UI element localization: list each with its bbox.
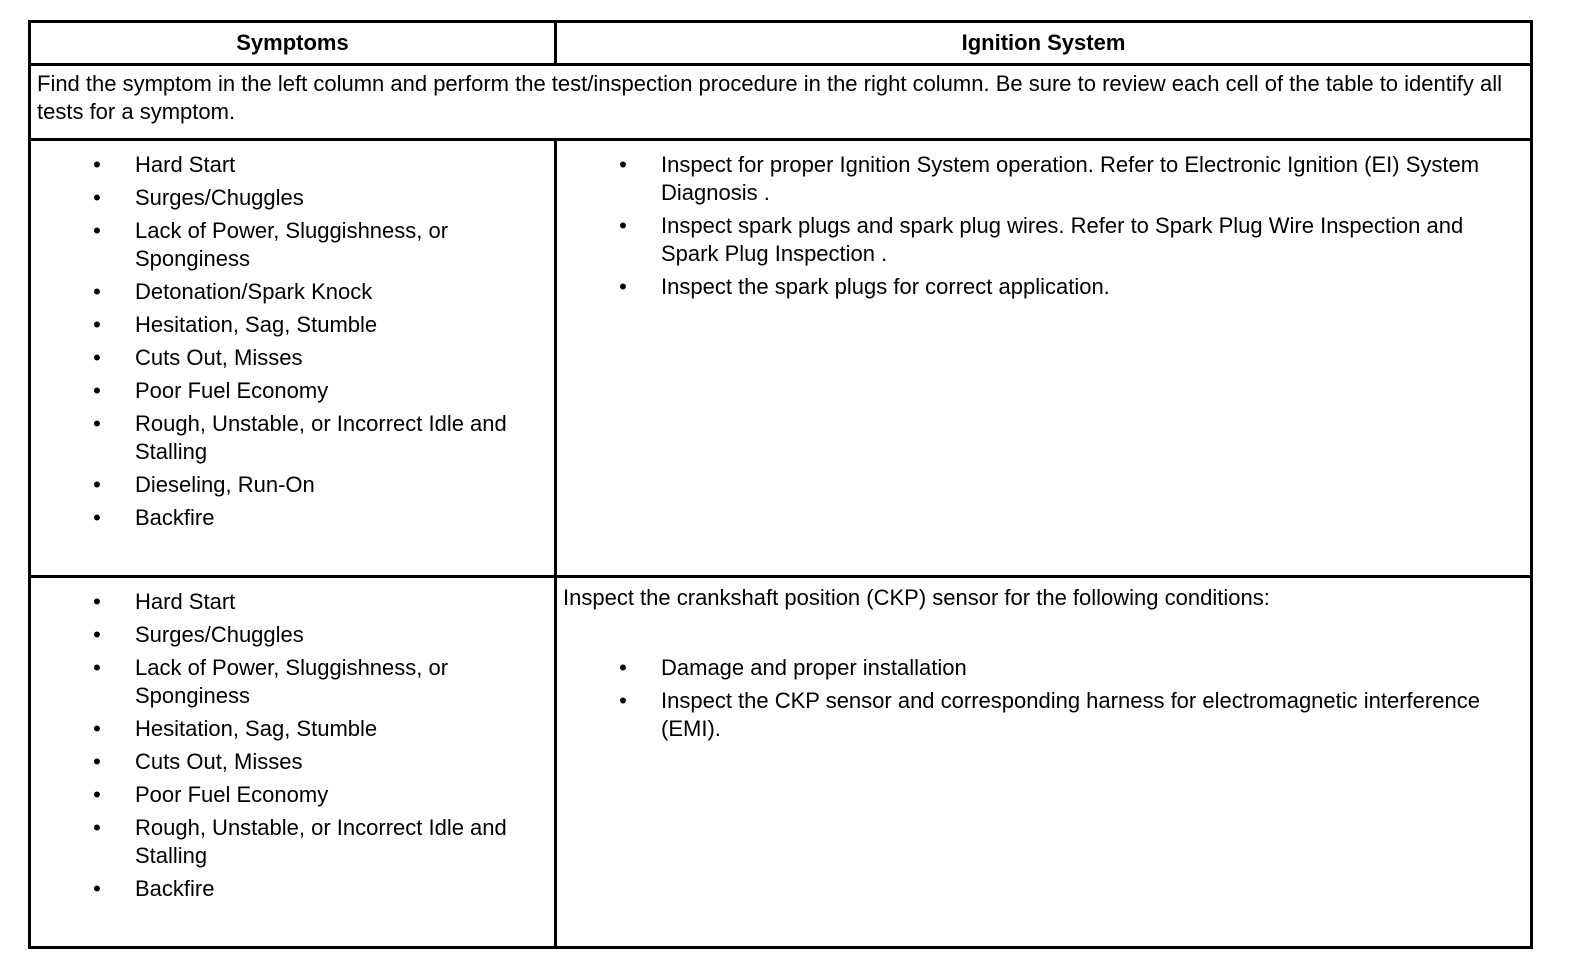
- procedure-cell: [556, 577, 1532, 948]
- bullet-icon: •: [93, 152, 101, 177]
- bullet-icon: •: [93, 815, 101, 840]
- list-item: [31, 814, 554, 870]
- symptom-list: [31, 578, 554, 903]
- list-item: [31, 471, 554, 499]
- list-item: [557, 687, 1530, 743]
- list-item-text: Backfire: [135, 505, 215, 530]
- bullet-icon: •: [619, 274, 627, 299]
- list-item: [31, 410, 554, 466]
- bullet-icon: •: [93, 716, 101, 741]
- list-item: [557, 273, 1530, 301]
- list-item: [31, 377, 554, 405]
- symptoms-cell: [30, 140, 556, 577]
- bullet-icon: •: [619, 213, 627, 238]
- list-item-text: Rough, Unstable, or Incorrect Idle and Stalling: [135, 815, 507, 868]
- list-item: [557, 654, 1530, 682]
- list-item-text: Dieseling, Run-On: [135, 472, 315, 497]
- bullet-icon: •: [93, 185, 101, 210]
- list-item-text: Rough, Unstable, or Incorrect Idle and Stalling: [135, 411, 507, 464]
- intro-text: Find the symptom in the left column and perform the test/inspection procedure in the right column. Be sure to review each cell of the table to identify all tests for a symptom.: [30, 65, 1532, 140]
- list-item: [557, 151, 1530, 207]
- bullet-icon: •: [93, 218, 101, 243]
- bullet-icon: •: [93, 505, 101, 530]
- bullet-icon: •: [619, 688, 627, 713]
- list-item-text: Poor Fuel Economy: [135, 378, 329, 403]
- symptoms-header: Symptoms: [30, 22, 556, 65]
- bullet-icon: •: [93, 876, 101, 901]
- symptom-table: [28, 20, 1533, 949]
- bullet-icon: •: [93, 411, 101, 436]
- bullet-icon: •: [619, 152, 627, 177]
- bullet-icon: •: [93, 378, 101, 403]
- list-item-text: Hard Start: [135, 152, 236, 177]
- bullet-icon: •: [93, 622, 101, 647]
- header-row: [30, 22, 1532, 65]
- list-item-text: Damage and proper installation: [661, 655, 967, 680]
- bullet-icon: •: [93, 782, 101, 807]
- list-item: [31, 151, 554, 179]
- bullet-icon: •: [93, 749, 101, 774]
- table-row: [30, 140, 1532, 577]
- bullet-icon: •: [93, 345, 101, 370]
- list-item: [31, 311, 554, 339]
- list-item: [31, 621, 554, 649]
- list-item-text: Lack of Power, Sluggishness, or Sponginess: [135, 655, 449, 708]
- intro-row: [30, 65, 1532, 140]
- list-item-text: Inspect the spark plugs for correct application.: [661, 274, 1110, 299]
- bullet-icon: •: [93, 279, 101, 304]
- list-item: [31, 344, 554, 372]
- list-item-text: Hard Start: [135, 589, 236, 614]
- list-item-text: Inspect the CKP sensor and corresponding harness for electromagnetic interference (EMI).: [661, 688, 1480, 741]
- list-item-text: Detonation/Spark Knock: [135, 279, 373, 304]
- bullet-icon: •: [93, 589, 101, 614]
- ignition-system-header: Ignition System: [556, 22, 1532, 65]
- list-item-text: Hesitation, Sag, Stumble: [135, 312, 378, 337]
- list-item: [31, 875, 554, 903]
- bullet-icon: •: [619, 655, 627, 680]
- procedure-lead: Inspect the crankshaft position (CKP) sensor for the following conditions:: [563, 585, 1270, 610]
- list-item: [31, 715, 554, 743]
- procedure-cell: [556, 140, 1532, 577]
- bullet-icon: •: [93, 312, 101, 337]
- bullet-icon: •: [93, 472, 101, 497]
- list-item-text: Hesitation, Sag, Stumble: [135, 716, 378, 741]
- procedure-list: [557, 141, 1530, 301]
- symptoms-cell: [30, 577, 556, 948]
- list-item: [31, 588, 554, 616]
- list-item-text: Inspect spark plugs and spark plug wires. Refer to Spark Plug Wire Inspection and Spark Plug Inspection .: [661, 213, 1464, 266]
- table-row: [30, 577, 1532, 948]
- list-item: [31, 748, 554, 776]
- list-item: [557, 212, 1530, 268]
- list-item: [31, 217, 554, 273]
- list-item-text: Surges/Chuggles: [135, 185, 304, 210]
- procedure-list: [557, 612, 1530, 743]
- symptom-list: [31, 141, 554, 532]
- list-item-text: Inspect for proper Ignition System operation. Refer to Electronic Ignition (EI) System Diagnosis .: [661, 152, 1480, 205]
- list-item: [31, 278, 554, 306]
- list-item-text: Cuts Out, Misses: [135, 749, 303, 774]
- bullet-icon: •: [93, 655, 101, 680]
- list-item-text: Poor Fuel Economy: [135, 782, 329, 807]
- list-item-text: Lack of Power, Sluggishness, or Sponginess: [135, 218, 449, 271]
- list-item: [31, 654, 554, 710]
- list-item: [31, 184, 554, 212]
- list-item-text: Surges/Chuggles: [135, 622, 304, 647]
- list-item: [31, 504, 554, 532]
- list-item-text: Backfire: [135, 876, 215, 901]
- list-item: [31, 781, 554, 809]
- list-item-text: Cuts Out, Misses: [135, 345, 303, 370]
